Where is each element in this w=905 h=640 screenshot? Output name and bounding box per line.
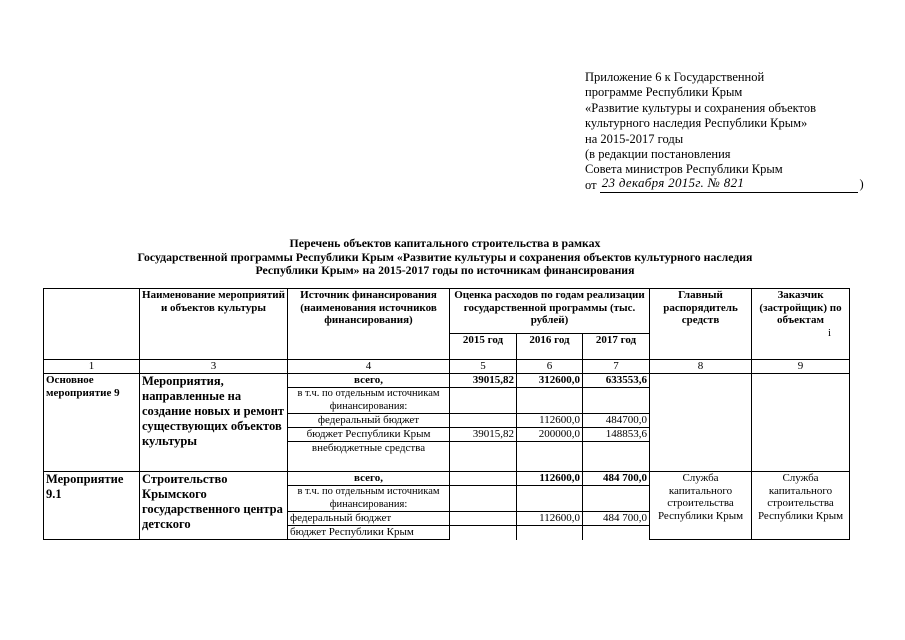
appendix-line: программе Республики Крым (585, 85, 743, 100)
value-2017 (583, 388, 650, 414)
title-line-3: Республики Крым» на 2015-2017 годы по источникам финансирования (255, 263, 635, 277)
close-paren: ) (859, 177, 864, 192)
source-cell: всего, (288, 374, 450, 388)
header-customer-mark: i (827, 326, 831, 339)
source-cell: в т.ч. по отдельным источникам финансирования: (288, 388, 450, 414)
table-row (44, 472, 850, 486)
colnum-cell: 7 (583, 360, 650, 374)
value-2016 (517, 486, 583, 512)
colnum-cell: 8 (650, 360, 752, 374)
appendix-line: культурного наследия Республики Крым» (585, 116, 808, 131)
colnum-cell: 6 (517, 360, 583, 374)
appendix-header (585, 70, 895, 193)
main9-name: Мероприятия, направленные на создание новых и ремонт существующих объектов культуры (140, 374, 288, 472)
colnum-cell: 3 (140, 360, 288, 374)
value-2017: 484700,0 (583, 414, 650, 428)
value-2016: 112600,0 (517, 414, 583, 428)
header-empty-cell (44, 289, 140, 360)
value-2015 (450, 472, 517, 486)
appendix-line: на 2015-2017 годы (585, 131, 684, 146)
appendix-line: Совета министров Республики Крым (585, 162, 783, 177)
value-2016: 112600,0 (517, 512, 583, 526)
value-2017: 484 700,0 (583, 512, 650, 526)
value-2015 (450, 388, 517, 414)
source-cell: бюджет Республики Крым (288, 428, 450, 442)
header-manager: Главный распорядитель средств (650, 289, 752, 360)
signature-line (585, 175, 895, 193)
source-cell: внебюджетные средства (288, 442, 450, 472)
source-cell: бюджет Республики Крым (288, 526, 450, 540)
colnum-cell: 1 (44, 360, 140, 374)
value-2016 (517, 526, 583, 540)
capital-construction-table (43, 288, 850, 540)
value-2015 (450, 512, 517, 526)
handwritten-date: 23 декабря 2015г. № 821 (601, 175, 745, 191)
value-2016: 312600,0 (517, 374, 583, 388)
header-year-2015: 2015 год (450, 334, 517, 360)
m91-manager: Служба капитального строительства Республики Крым (650, 472, 752, 540)
main9-customer (752, 374, 850, 472)
colnum-cell: 5 (450, 360, 517, 374)
handwritten-date-field (600, 175, 864, 193)
m91-code: Мероприятие 9.1 (44, 472, 140, 540)
value-2016: 112600,0 (517, 472, 583, 486)
main9-code: Основное мероприятие 9 (44, 374, 140, 472)
source-cell: всего, (288, 472, 450, 486)
title-line-1: Перечень объектов капитального строительства в рамках (289, 236, 601, 250)
source-cell: федеральный бюджет (288, 512, 450, 526)
header-year-2016: 2016 год (517, 334, 583, 360)
from-label: от (585, 177, 597, 192)
header-row (44, 289, 850, 334)
m91-name: Строительство Крымского государственного центра детского (140, 472, 288, 540)
column-number-row (44, 360, 850, 374)
appendix-line: Приложение 6 к Государственной (585, 70, 765, 84)
value-2015 (450, 526, 517, 540)
source-cell: в т.ч. по отдельным источникам финансирования: (288, 486, 450, 512)
main9-manager (650, 374, 752, 472)
value-2016 (517, 442, 583, 472)
value-2017: 633553,6 (583, 374, 650, 388)
value-2017: 148853,6 (583, 428, 650, 442)
value-2015 (450, 486, 517, 512)
appendix-line: «Развитие культуры и сохранения объектов (585, 100, 816, 115)
value-2016 (517, 388, 583, 414)
header-customer (752, 289, 850, 360)
header-customer-text: Заказчик (застройщик) по объектам (759, 289, 842, 326)
value-2015: 39015,82 (450, 428, 517, 442)
table-row (44, 374, 850, 388)
header-estimate: Оценка расходов по годам реализации государственной программы (тыс. рублей) (450, 289, 650, 334)
value-2017 (583, 486, 650, 512)
value-2017 (583, 442, 650, 472)
appendix-line: (в редакции постановления (585, 147, 731, 162)
source-cell: федеральный бюджет (288, 414, 450, 428)
m91-customer: Служба капитального строительства Республики Крым (752, 472, 850, 540)
colnum-cell: 4 (288, 360, 450, 374)
title-line-2: Государственной программы Республики Крым «Развитие культуры и сохранения объектов культурного наследия (137, 249, 753, 264)
header-name: Наименование мероприятий и объектов культуры (140, 289, 288, 360)
value-2015 (450, 442, 517, 472)
header-source: Источник финансирования (наименования источников финансирования) (288, 289, 450, 360)
value-2017: 484 700,0 (583, 472, 650, 486)
document-title (60, 237, 830, 278)
value-2016: 200000,0 (517, 428, 583, 442)
value-2015 (450, 414, 517, 428)
colnum-cell: 9 (752, 360, 850, 374)
value-2017 (583, 526, 650, 540)
value-2015: 39015,82 (450, 374, 517, 388)
header-year-2017: 2017 год (583, 334, 650, 360)
